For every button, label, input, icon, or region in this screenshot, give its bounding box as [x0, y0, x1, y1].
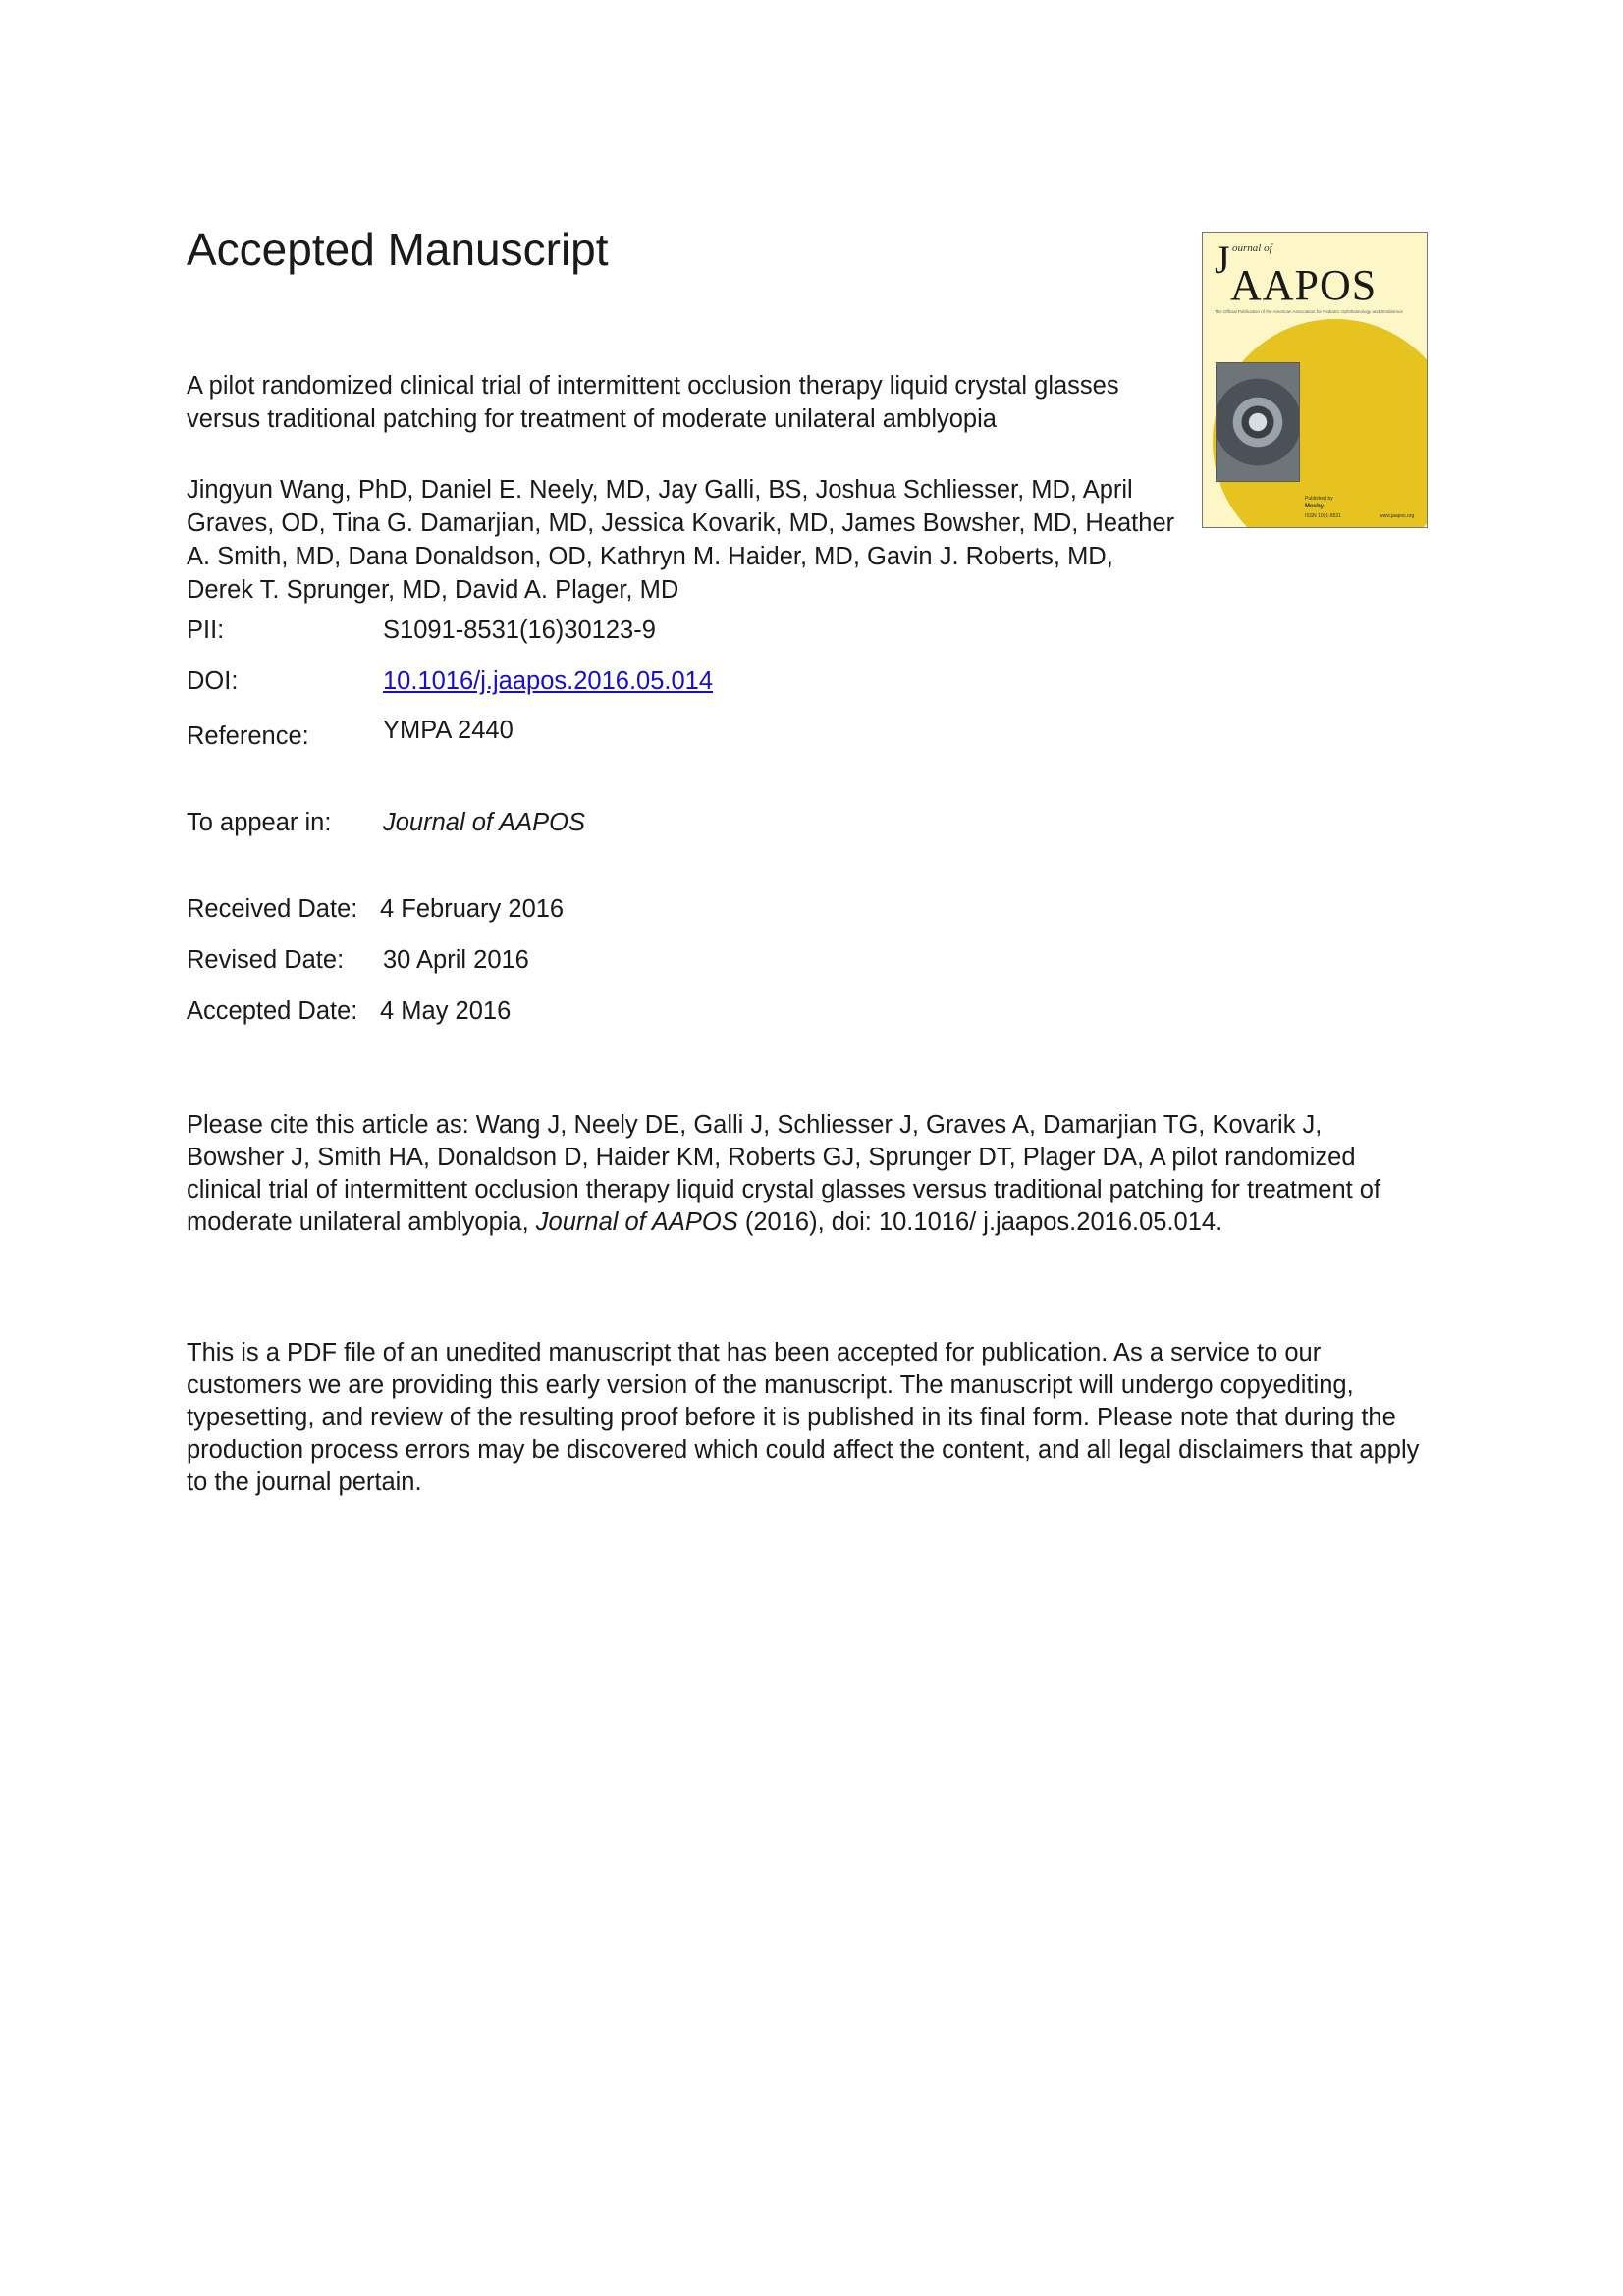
pii-label: PII: [187, 616, 225, 644]
citation-suffix: (2016), doi: 10.1016/ j.jaapos.2016.05.014. [737, 1208, 1223, 1236]
reference-label: Reference: [187, 722, 309, 750]
cover-photo [1216, 362, 1300, 482]
reference-value: YMPA 2440 [383, 717, 514, 744]
revised-value: 30 April 2016 [383, 946, 529, 974]
journal-cover-image [1202, 232, 1428, 528]
citation-paragraph [187, 1109, 1424, 1239]
author-list: Jingyun Wang, PhD, Daniel E. Neely, MD, Jay Galli, BS, Joshua Schliesser, MD, April Graves, OD, Tina G. Damarjian, MD, Jessica Kovarik, MD, James Bowsher, MD, Heather A. Smith, MD, Dana Donaldson, OD, Kathryn M. Haider, MD, Gavin J. Roberts, MD, Derek T. Sprunger, MD, David A. Plager, MD [187, 476, 1175, 604]
cover-issn: ISSN 1091-8531 [1305, 513, 1341, 519]
cover-journal-of: ournal of [1232, 242, 1272, 254]
citation-journal: Journal of AAPOS [535, 1208, 738, 1236]
cover-tagline: The Official Publication of the American Association for Pediatric Ophthalmology and Strabismus [1215, 309, 1403, 314]
cover-published-by: Published by [1305, 496, 1333, 502]
revised-label: Revised Date: [187, 946, 345, 974]
cover-journal-name: AAPOS [1230, 261, 1378, 309]
citation-prefix: Please cite this article as: Wang J, Neely DE, Galli J, Schliesser J, Graves A, Damarjian TG, Kovarik J, Bowsher J, Smith HA, Donaldson D, Haider KM, Roberts GJ, Sprunger DT, Plager DA, A pilot randomized clinical trial of intermittent occlusion therapy liquid crystal glasses versus traditional patching for treatment of moderate unilateral amblyopia, [187, 1111, 1381, 1236]
doi-label: DOI: [187, 667, 239, 695]
accepted-value: 4 May 2016 [380, 997, 512, 1025]
cover-publisher: Mosby [1305, 504, 1325, 509]
page-heading: Accepted Manuscript [187, 224, 609, 275]
pii-value: S1091-8531(16)30123-9 [383, 616, 656, 644]
doi-link[interactable]: 10.1016/j.jaapos.2016.05.014 [383, 667, 714, 695]
publication-notice: This is a PDF file of an unedited manuscript that has been accepted for publication. As a service to our customers we are providing this early version of the manuscript. The manuscript will undergo copyediting, typesetting, and review of the resulting proof before it is published in its final form. Please note that during the production process errors may be discovered which could affect the content, and all legal disclaimers that apply to the journal pertain. [187, 1339, 1420, 1496]
cover-j-letter: J [1215, 238, 1230, 282]
appear-label: To appear in: [187, 809, 332, 836]
article-title: A pilot randomized clinical trial of intermittent occlusion therapy liquid crystal glasses versus traditional patching for treatment of moderate unilateral amblyopia [187, 372, 1119, 433]
received-label: Received Date: [187, 895, 358, 923]
doi-value [383, 666, 713, 697]
accepted-label: Accepted Date: [187, 997, 358, 1025]
cover-site: www.jaapos.org [1380, 513, 1415, 519]
received-value: 4 February 2016 [380, 895, 565, 923]
appear-value: Journal of AAPOS [383, 809, 585, 836]
